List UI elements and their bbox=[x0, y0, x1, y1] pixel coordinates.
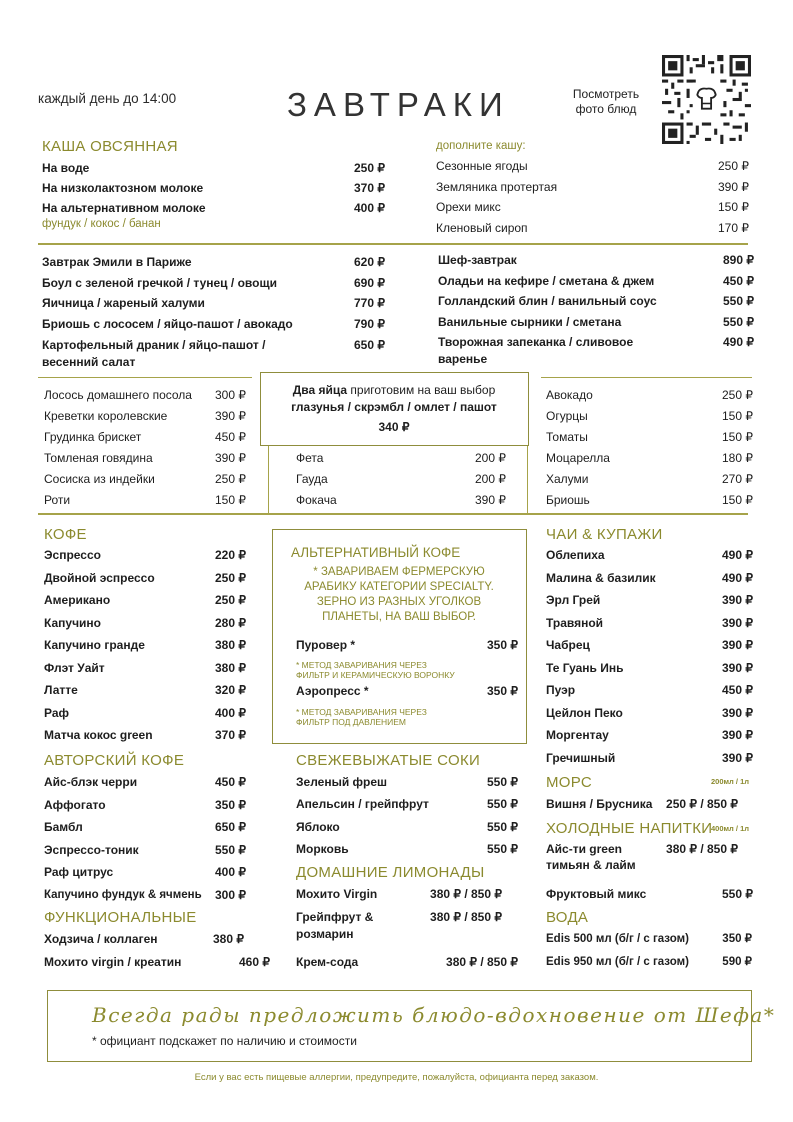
item-name: Эспрессо-тоник bbox=[44, 842, 139, 857]
item-name: Капучино гранде bbox=[44, 638, 145, 652]
chef-script: Всегда рады предложить блюдо-вдохновение от Шефа* bbox=[92, 1003, 776, 1027]
item-price: 350 ₽ bbox=[487, 638, 518, 652]
item-price: 400 ₽ bbox=[215, 865, 246, 879]
item-name: Ходзича / коллаген bbox=[44, 932, 158, 946]
item-name: Чабрец bbox=[546, 638, 590, 652]
addons-title: дополните кашу: bbox=[436, 140, 526, 152]
item-name: На воде bbox=[42, 161, 90, 175]
pourover-note bbox=[296, 660, 455, 680]
item-name: Эспрессо bbox=[44, 548, 101, 562]
item-name: Гречишный bbox=[546, 750, 616, 765]
divider bbox=[541, 377, 752, 378]
item-name: Облепиха bbox=[546, 548, 605, 562]
item-price: 150 ₽ bbox=[718, 200, 749, 214]
item-price: 270 ₽ bbox=[722, 472, 753, 486]
item-price: 590 ₽ bbox=[722, 956, 752, 968]
item-price: 150 ₽ bbox=[722, 493, 753, 507]
item-price: 390 ₽ bbox=[722, 728, 753, 742]
water-title: ВОДА bbox=[546, 909, 589, 926]
item-name: Грейпфрут & bbox=[296, 910, 374, 924]
item-price: 180 ₽ bbox=[722, 451, 753, 465]
item-name: Раф цитрус bbox=[44, 865, 114, 879]
item-name: Те Гуань Инь bbox=[546, 660, 624, 675]
item-name: На альтернативном молоке bbox=[42, 201, 206, 215]
item-name: Капучино bbox=[44, 615, 101, 630]
item-price: 150 ₽ bbox=[215, 493, 246, 507]
item-name: Голландский блин / ванильный соус bbox=[438, 294, 657, 308]
item-name: Американо bbox=[44, 593, 111, 607]
item-price: 390 ₽ bbox=[722, 638, 753, 652]
item-price: 770 ₽ bbox=[354, 296, 385, 310]
item-name: Айс-блэк черри bbox=[44, 775, 138, 789]
eggs-line1 bbox=[261, 383, 527, 397]
item-price: 550 ₽ bbox=[723, 294, 754, 308]
item-price: 390 ₽ bbox=[722, 660, 753, 675]
eggs-rest: приготовим на ваш выбор bbox=[347, 383, 496, 397]
item-price: 390 ₽ bbox=[722, 615, 753, 630]
item-price: 170 ₽ bbox=[718, 221, 749, 235]
item-name: Пуэр bbox=[546, 683, 576, 697]
item-price: 200 ₽ bbox=[475, 472, 506, 486]
item-price: 220 ₽ bbox=[215, 548, 246, 562]
item-name: Эрл Грей bbox=[546, 593, 601, 607]
item-price: 300 ₽ bbox=[215, 388, 246, 402]
item-name: Флэт Уайт bbox=[44, 660, 105, 675]
chef-note: * официант подскажет по наличию и стоимости bbox=[92, 1034, 357, 1048]
item-name: Гауда bbox=[296, 472, 328, 486]
item-price: 250 ₽ bbox=[354, 161, 385, 175]
item-name-cont: варенье bbox=[438, 352, 488, 366]
item-name: Пуровер * bbox=[296, 638, 356, 652]
mors-title: МОРС bbox=[546, 774, 593, 791]
eggs-box bbox=[260, 372, 529, 446]
divider-vertical bbox=[268, 445, 269, 513]
item-name: Аэропресс * bbox=[296, 684, 369, 698]
item-price: 390 ₽ bbox=[215, 409, 246, 423]
cold-title: ХОЛОДНЫЕ НАПИТКИ bbox=[546, 820, 713, 837]
item-name: Двойной эспрессо bbox=[44, 570, 155, 585]
item-price: 450 ₽ bbox=[215, 430, 246, 444]
item-name: Латте bbox=[44, 683, 78, 697]
item-price: 650 ₽ bbox=[215, 820, 246, 834]
item-name: Шеф-завтрак bbox=[438, 253, 517, 267]
item-name: Авокадо bbox=[546, 388, 593, 402]
item-name: Бриошь с лососем / яйцо-пашот / авокадо bbox=[42, 317, 293, 331]
alt-desc-line: * ЗАВАРИВАЕМ ФЕРМЕРСКУЮ bbox=[313, 566, 485, 578]
item-price: 390 ₽ bbox=[722, 750, 753, 765]
author-coffee-title: АВТОРСКИЙ КОФЕ bbox=[44, 752, 185, 769]
item-name-cont: тимьян & лайм bbox=[546, 858, 636, 872]
eggs-bold: Два яйца bbox=[292, 383, 348, 397]
note-line: ФИЛЬТР И КЕРАМИЧЕСКУЮ ВОРОНКУ bbox=[296, 670, 455, 680]
item-price: 380 ₽ / 850 ₽ bbox=[430, 887, 502, 901]
item-price: 550 ₽ bbox=[723, 315, 754, 329]
item-price: 460 ₽ bbox=[239, 955, 270, 969]
item-name: Моргентау bbox=[546, 728, 609, 742]
lemonades-title: ДОМАШНИЕ ЛИМОНАДЫ bbox=[296, 864, 485, 881]
coffee-title: КОФЕ bbox=[44, 526, 87, 543]
eggs-price: 340 ₽ bbox=[378, 420, 410, 434]
item-price: 380 ₽ / 850 ₽ bbox=[446, 955, 518, 969]
eggs-line2: глазунья / скрэмбл / омлет / пашот bbox=[291, 400, 497, 414]
functional-title: ФУНКЦИОНАЛЬНЫЕ bbox=[44, 909, 197, 926]
item-price: 380 ₽ bbox=[215, 660, 246, 675]
item-name-cont: весенний салат bbox=[42, 355, 136, 369]
item-price: 400 ₽ bbox=[215, 705, 246, 720]
item-price: 550 ₽ bbox=[487, 797, 518, 811]
item-price: 300 ₽ bbox=[215, 887, 246, 902]
item-name: Фета bbox=[296, 451, 324, 465]
item-price: 450 ₽ bbox=[215, 775, 246, 789]
alt-desc-line: ЗЕРНО ИЗ РАЗНЫХ УГОЛКОВ bbox=[316, 596, 482, 608]
item-price: 280 ₽ bbox=[215, 615, 246, 630]
item-name: Лосось домашнего посола bbox=[44, 388, 192, 402]
oatmeal-note: фундук / кокос / банан bbox=[42, 218, 161, 230]
item-name: Грудинка брискет bbox=[44, 430, 142, 444]
item-price: 150 ₽ bbox=[722, 430, 753, 444]
item-price: 620 ₽ bbox=[354, 255, 385, 269]
item-name: Боул с зеленой гречкой / тунец / овощи bbox=[42, 276, 277, 290]
item-price: 490 ₽ bbox=[723, 335, 754, 349]
item-price: 380 ₽ bbox=[213, 932, 244, 946]
item-name: Сезонные ягоды bbox=[436, 159, 528, 173]
item-name: Фокача bbox=[296, 493, 337, 507]
item-name: Орехи микс bbox=[436, 200, 501, 214]
item-price: 380 ₽ / 850 ₽ bbox=[430, 910, 502, 924]
item-name: Капучино фундук & ячмень bbox=[44, 888, 202, 901]
alt-coffee-title: АЛЬТЕРНАТИВНЫЙ КОФЕ bbox=[291, 545, 461, 560]
item-price: 550 ₽ bbox=[487, 820, 518, 834]
item-price: 790 ₽ bbox=[354, 317, 385, 331]
item-price: 250 ₽ bbox=[215, 593, 246, 607]
alt-coffee-desc bbox=[273, 565, 525, 625]
aeropress-note bbox=[296, 707, 427, 727]
item-name: Завтрак Эмили в Париже bbox=[42, 255, 192, 269]
divider bbox=[38, 377, 252, 378]
alt-coffee-box bbox=[272, 529, 527, 744]
note-line: * МЕТОД ЗАВАРИВАНИЯ ЧЕРЕЗ bbox=[296, 660, 427, 670]
item-name: Апельсин / грейпфрут bbox=[296, 797, 429, 811]
item-price: 250 ₽ bbox=[215, 570, 246, 585]
item-price: 390 ₽ bbox=[215, 451, 246, 465]
item-price: 450 ₽ bbox=[722, 683, 753, 697]
item-price: 390 ₽ bbox=[475, 493, 506, 507]
item-price: 250 ₽ bbox=[718, 159, 749, 173]
item-price: 250 ₽ bbox=[722, 388, 753, 402]
item-price: 380 ₽ bbox=[215, 638, 246, 652]
item-name: Сосиска из индейки bbox=[44, 472, 155, 486]
item-name: Edis 950 мл (б/г / с газом) bbox=[546, 956, 689, 968]
divider bbox=[38, 243, 748, 245]
item-price: 200 ₽ bbox=[475, 451, 506, 465]
item-name: Фруктовый микс bbox=[546, 887, 647, 901]
item-price: 490 ₽ bbox=[722, 548, 753, 562]
item-name: Яичница / жареный халуми bbox=[42, 296, 205, 310]
item-price: 390 ₽ bbox=[718, 180, 749, 194]
item-price: 150 ₽ bbox=[722, 409, 753, 423]
item-price: 350 ₽ bbox=[215, 797, 246, 812]
item-name: Картофельный драник / яйцо-пашот / bbox=[42, 338, 266, 352]
item-price: 390 ₽ bbox=[722, 593, 753, 607]
allergy-footer: Если у вас есть пищевые аллергии, предупредите, пожалуйста, официанта перед заказом. bbox=[194, 1072, 599, 1083]
hours-label: каждый день до 14:00 bbox=[38, 91, 177, 106]
item-name: Роти bbox=[44, 493, 71, 507]
item-price: 390 ₽ bbox=[722, 705, 753, 720]
item-price: 550 ₽ bbox=[722, 887, 753, 901]
item-name: Земляника протертая bbox=[436, 180, 558, 194]
juices-title: СВЕЖЕВЫЖАТЫЕ СОКИ bbox=[296, 752, 481, 769]
item-price: 380 ₽ / 850 ₽ bbox=[666, 842, 738, 856]
item-price: 450 ₽ bbox=[723, 274, 754, 288]
photo-link-line2: фото блюд bbox=[575, 102, 637, 116]
item-price: 550 ₽ bbox=[487, 842, 518, 856]
item-price: 690 ₽ bbox=[354, 276, 385, 290]
photo-link-line1: Посмотреть bbox=[572, 87, 640, 101]
item-name: Раф bbox=[44, 705, 70, 720]
item-name: Edis 500 мл (б/г / с газом) bbox=[546, 933, 689, 945]
qr-code-icon[interactable] bbox=[662, 55, 751, 144]
item-price: 250 ₽ bbox=[215, 472, 246, 486]
photo-link[interactable] bbox=[566, 87, 646, 117]
item-name: Матча кокос green bbox=[44, 728, 153, 742]
item-name: Крем-сода bbox=[296, 955, 359, 969]
cold-volume: 400мл / 1л bbox=[711, 824, 750, 833]
item-price: 320 ₽ bbox=[215, 683, 246, 697]
item-price: 350 ₽ bbox=[722, 933, 752, 945]
item-name: Огурцы bbox=[546, 409, 588, 423]
item-name: Айс-ти green bbox=[546, 842, 622, 856]
item-name: Томаты bbox=[546, 430, 588, 444]
oatmeal-title: КАША ОВСЯННАЯ bbox=[42, 138, 178, 155]
note-line: ФИЛЬТР ПОД ДАВЛЕНИЕМ bbox=[296, 717, 406, 727]
item-price: 550 ₽ bbox=[215, 842, 246, 857]
item-price: 250 ₽ / 850 ₽ bbox=[666, 797, 738, 811]
item-name: Бриошь bbox=[546, 493, 590, 507]
divider-vertical bbox=[527, 445, 528, 513]
item-name: Яблоко bbox=[296, 820, 340, 834]
item-name: Малина & базилик bbox=[546, 570, 656, 585]
note-line: * МЕТОД ЗАВАРИВАНИЯ ЧЕРЕЗ bbox=[296, 707, 427, 717]
item-price: 890 ₽ bbox=[723, 253, 754, 267]
item-price: 400 ₽ bbox=[354, 201, 385, 215]
item-name: Томленая говядина bbox=[44, 451, 153, 465]
item-name: Творожная запеканка / сливовое bbox=[438, 335, 634, 349]
item-name: Кленовый сироп bbox=[436, 221, 528, 235]
chef-box bbox=[47, 990, 776, 1062]
item-price: 350 ₽ bbox=[487, 684, 518, 698]
item-name: Аффогато bbox=[44, 797, 106, 812]
item-name: Мохито Virgin bbox=[296, 887, 378, 901]
mors-volume: 200мл / 1л bbox=[711, 777, 750, 786]
item-name: Моцарелла bbox=[546, 451, 610, 465]
item-price: 370 ₽ bbox=[215, 728, 246, 742]
item-name-cont: розмарин bbox=[296, 927, 354, 941]
item-name: На низколактозном молоке bbox=[42, 181, 204, 195]
alt-desc-line: АРАБИКУ КАТЕГОРИИ SPECIALTY. bbox=[304, 581, 494, 593]
divider bbox=[38, 513, 748, 515]
item-name: Халуми bbox=[546, 472, 589, 486]
item-name: Морковь bbox=[296, 842, 349, 856]
item-price: 370 ₽ bbox=[354, 181, 385, 195]
item-name: Оладьи на кефире / сметана & джем bbox=[438, 274, 655, 288]
item-name: Травяной bbox=[546, 615, 604, 630]
item-name: Зеленый фреш bbox=[296, 775, 388, 789]
teas-title: ЧАИ & КУПАЖИ bbox=[546, 526, 663, 543]
item-price: 550 ₽ bbox=[487, 775, 518, 789]
item-name: Вишня / Брусника bbox=[546, 797, 653, 811]
item-name: Мохито virgin / креатин bbox=[44, 955, 182, 969]
item-name: Ванильные сырники / сметана bbox=[438, 315, 622, 329]
item-price: 490 ₽ bbox=[722, 570, 753, 585]
alt-desc-line: ПЛАНЕТЫ, НА ВАШ ВЫБОР. bbox=[322, 611, 476, 623]
page-title: ЗАВТРАКИ bbox=[287, 86, 510, 123]
item-name: Цейлон Пеко bbox=[546, 705, 623, 720]
item-name: Креветки королевские bbox=[44, 409, 168, 423]
item-name: Бамбл bbox=[44, 820, 83, 834]
item-price: 650 ₽ bbox=[354, 338, 385, 352]
